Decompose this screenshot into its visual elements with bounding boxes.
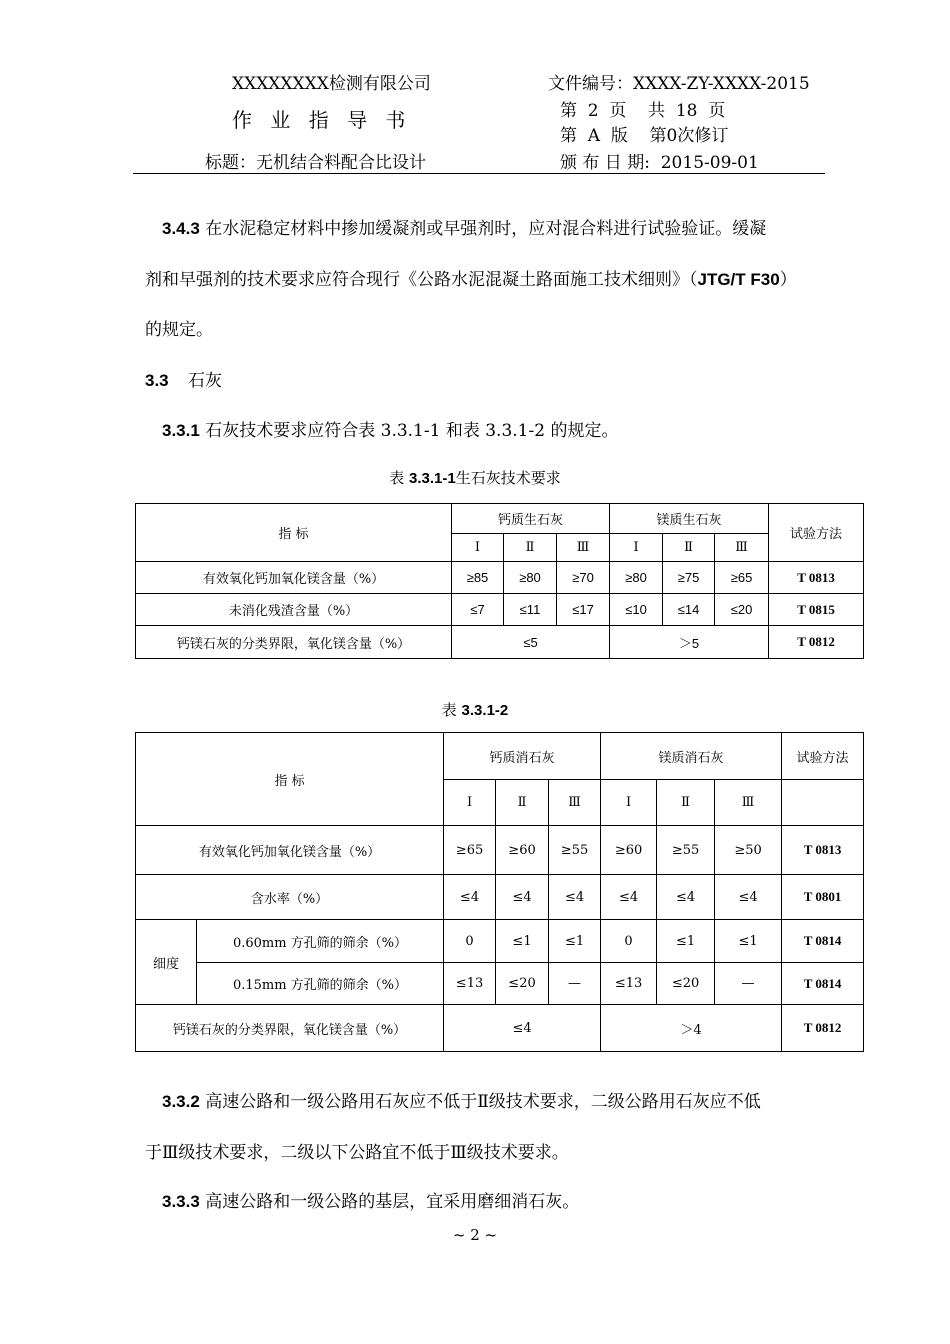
row-label: 未消化残渣含量（%） xyxy=(136,594,452,626)
value-cell: ＞5 xyxy=(610,626,769,659)
fineness-label: 细度 xyxy=(136,920,197,1005)
value-cell: ≤1 xyxy=(715,920,782,963)
header-calcium: 钙质生石灰 xyxy=(452,504,610,534)
para-3-4-3-line2 xyxy=(145,265,797,290)
value-cell: ≤1 xyxy=(657,920,715,963)
caption-prefix: 表 xyxy=(441,701,457,719)
value-cell: ≤1 xyxy=(549,920,601,963)
para-text: 在水泥稳定材料中掺加缓凝剂或早强剂时，应对混合料进行试验验证。缓凝 xyxy=(205,219,767,239)
header-method: 试验方法 xyxy=(782,733,864,780)
grade-cell: Ⅲ xyxy=(715,534,769,562)
row-label: 0.15mm 方孔筛的筛余（%） xyxy=(197,963,444,1005)
table1-caption xyxy=(0,467,950,488)
value-cell: ≤13 xyxy=(601,963,657,1005)
para-text: 石灰技术要求应符合表 3.3.1-1 和表 3.3.1-2 的规定。 xyxy=(205,421,619,441)
value-cell: ≤11 xyxy=(504,594,557,626)
para-text: 剂和早强剂的技术要求应符合现行《公路水泥混凝土路面施工技术细则》（ xyxy=(145,270,698,290)
table-row xyxy=(136,626,864,659)
table2-caption xyxy=(0,699,950,720)
table-row xyxy=(136,826,864,875)
value-cell: ≤10 xyxy=(610,594,663,626)
value-cell: ≤17 xyxy=(557,594,610,626)
header-calcium: 钙质消石灰 xyxy=(444,733,601,780)
header-index: 指 标 xyxy=(136,733,444,826)
value-cell: ≥60 xyxy=(496,826,549,875)
para-3-3-2-line2: 于Ⅲ级技术要求，二级以下公路宜不低于Ⅲ级技术要求。 xyxy=(145,1143,569,1163)
value-cell: ≤4 xyxy=(715,875,782,920)
header-rule xyxy=(133,173,825,174)
grade-cell: Ⅰ xyxy=(452,534,504,562)
grade-cell: Ⅰ xyxy=(601,780,657,826)
row-label: 钙镁石灰的分类界限，氧化镁含量（%） xyxy=(136,626,452,659)
method-cell: T 0801 xyxy=(782,875,864,920)
page-number: ~ 2 ~ xyxy=(452,1226,498,1244)
table-row xyxy=(136,920,864,963)
value-cell: ≥70 xyxy=(557,562,610,594)
para-3-3-2-line1 xyxy=(162,1087,761,1112)
empty-cell xyxy=(782,780,864,826)
section-3-3-heading xyxy=(145,366,222,391)
grade-cell: Ⅰ xyxy=(610,534,663,562)
value-cell: ≥80 xyxy=(504,562,557,594)
clause-number: 3.3.1 xyxy=(162,421,200,440)
value-cell: ≥65 xyxy=(444,826,496,875)
method-cell: T 0814 xyxy=(782,963,864,1005)
page-info: 第 2 页 共 18 页 xyxy=(560,101,726,121)
value-cell: 0 xyxy=(444,920,496,963)
grade-cell: Ⅲ xyxy=(715,780,782,826)
para-3-3-1 xyxy=(162,416,618,441)
value-cell: ≤20 xyxy=(496,963,549,1005)
value-cell: ≥50 xyxy=(715,826,782,875)
para-text: 高速公路和一级公路用石灰应不低于Ⅱ级技术要求，二级公路用石灰应不低 xyxy=(205,1092,761,1112)
header-magnesium: 镁质生石灰 xyxy=(610,504,769,534)
value-cell: — xyxy=(549,963,601,1005)
value-cell: ≤4 xyxy=(549,875,601,920)
value-cell: ≤4 xyxy=(496,875,549,920)
file-number: 文件编号：XXXX-ZY-XXXX-2015 xyxy=(548,74,810,94)
method-cell: T 0812 xyxy=(769,626,864,659)
value-cell: ≥60 xyxy=(601,826,657,875)
row-label: 0.60mm 方孔筛的筛余（%） xyxy=(197,920,444,963)
caption-text: 生石灰技术要求 xyxy=(455,469,561,487)
caption-number: 3.3.1-2 xyxy=(461,702,509,719)
clause-number: 3.3.3 xyxy=(162,1192,200,1211)
header-method: 试验方法 xyxy=(769,504,864,562)
row-label: 含水率（%） xyxy=(136,875,444,920)
method-cell: T 0813 xyxy=(769,562,864,594)
section-title: 石灰 xyxy=(188,371,223,391)
grade-cell: Ⅲ xyxy=(557,534,610,562)
standard-code: JTG/T F30 xyxy=(697,270,780,289)
value-cell: ≤5 xyxy=(452,626,610,659)
para-3-4-3-line1 xyxy=(162,214,766,239)
table-row xyxy=(136,594,864,626)
value-cell: ≤13 xyxy=(444,963,496,1005)
clause-number: 3.4.3 xyxy=(162,219,200,238)
value-cell: ≤7 xyxy=(452,594,504,626)
value-cell: ≥55 xyxy=(549,826,601,875)
header-magnesium: 镁质消石灰 xyxy=(601,733,782,780)
grade-cell: Ⅱ xyxy=(663,534,715,562)
para-3-3-3 xyxy=(162,1187,579,1212)
value-cell: ≤20 xyxy=(657,963,715,1005)
grade-cell: Ⅱ xyxy=(504,534,557,562)
value-cell: ≥55 xyxy=(657,826,715,875)
value-cell: ≤4 xyxy=(657,875,715,920)
issue-date: 颁 布 日 期: 2015-09-01 xyxy=(560,153,759,173)
value-cell: ≤1 xyxy=(496,920,549,963)
doc-type: 作 业 指 导 书 xyxy=(232,108,412,132)
table-row xyxy=(136,562,864,594)
value-cell: ≤14 xyxy=(663,594,715,626)
value-cell: ≥85 xyxy=(452,562,504,594)
value-cell: ≥80 xyxy=(610,562,663,594)
value-cell: ＞4 xyxy=(601,1005,782,1052)
table-row xyxy=(136,963,864,1005)
para-3-4-3-line3: 的规定。 xyxy=(145,320,213,340)
row-label: 有效氧化钙加氧化镁含量（%） xyxy=(136,826,444,875)
grade-cell: Ⅲ xyxy=(549,780,601,826)
value-cell: 0 xyxy=(601,920,657,963)
table-row xyxy=(136,875,864,920)
doc-title: 标题：无机结合料配合比设计 xyxy=(205,153,426,173)
value-cell: ≤4 xyxy=(601,875,657,920)
company-name: XXXXXXXX检测有限公司 xyxy=(232,74,431,94)
version-info: 第 A 版 第0次修订 xyxy=(560,126,729,146)
method-cell: T 0813 xyxy=(782,826,864,875)
clause-number: 3.3.2 xyxy=(162,1092,200,1111)
table-slaked-lime xyxy=(135,732,864,1052)
caption-prefix: 表 xyxy=(389,469,405,487)
para-text: 高速公路和一级公路的基层，宜采用磨细消石灰。 xyxy=(205,1192,580,1212)
grade-cell: Ⅱ xyxy=(496,780,549,826)
value-cell: ≤20 xyxy=(715,594,769,626)
value-cell: ≥75 xyxy=(663,562,715,594)
method-cell: T 0815 xyxy=(769,594,864,626)
caption-number: 3.3.1-1 xyxy=(409,470,456,487)
row-label: 有效氧化钙加氧化镁含量（%） xyxy=(136,562,452,594)
method-cell: T 0812 xyxy=(782,1005,864,1052)
table-row xyxy=(136,1005,864,1052)
grade-cell: Ⅰ xyxy=(444,780,496,826)
para-text: ） xyxy=(779,270,797,290)
section-number: 3.3 xyxy=(145,371,169,390)
value-cell: — xyxy=(715,963,782,1005)
method-cell: T 0814 xyxy=(782,920,864,963)
header-index: 指 标 xyxy=(136,504,452,562)
value-cell: ≤4 xyxy=(444,875,496,920)
row-label: 钙镁石灰的分类界限，氧化镁含量（%） xyxy=(136,1005,444,1052)
grade-cell: Ⅱ xyxy=(657,780,715,826)
value-cell: ≥65 xyxy=(715,562,769,594)
table-quicklime xyxy=(135,503,864,659)
value-cell: ≤4 xyxy=(444,1005,601,1052)
